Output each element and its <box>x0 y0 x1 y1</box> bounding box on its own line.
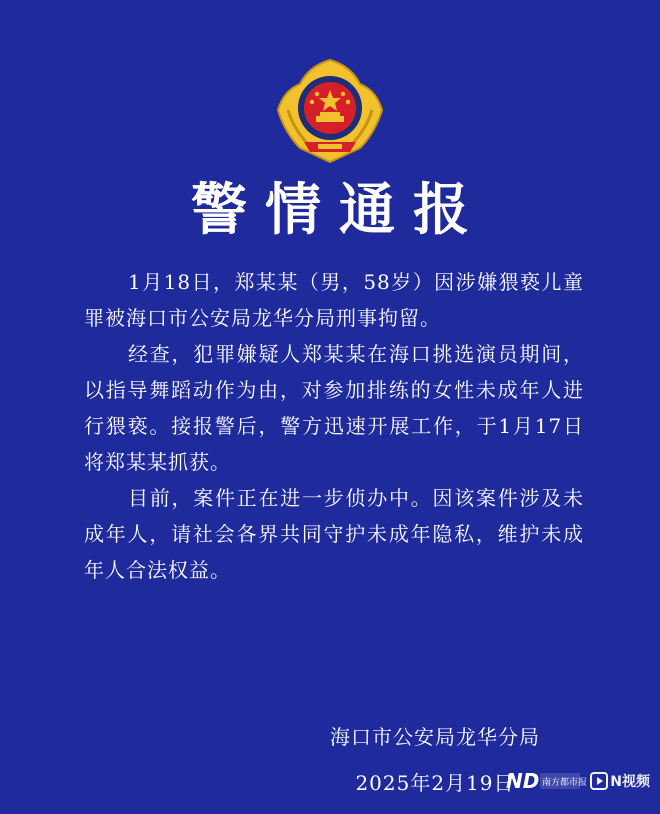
notice-title: 警情通报 <box>191 178 487 243</box>
police-emblem-icon <box>274 58 386 166</box>
issue-date: 2025年2月19日 <box>355 771 515 795</box>
n-video-label: N视频 <box>610 774 650 790</box>
nd-logo-icon <box>506 768 588 794</box>
watermark <box>506 768 650 794</box>
issuer-name: 海口市公安局龙华分局 <box>330 725 540 749</box>
paragraph-1: 1月18日，郑某某（男，58岁）因涉嫌猥亵儿童罪被海口市公安局龙华分局刑事拘留。 <box>84 270 584 330</box>
paragraph-2: 经查，犯罪嫌疑人郑某某在海口挑选演员期间，以指导舞蹈动作为由，对参加排练的女性未成年人进行猥亵。接报警后，警方迅速开展工作，于1月17日将郑某某抓获。 <box>84 342 584 474</box>
notice-body <box>84 264 584 588</box>
n-video-badge <box>590 771 650 791</box>
paragraph-3: 目前，案件正在进一步侦办中。因该案件涉及未成年人，请社会各界共同守护未成年隐私，维护未成年人合法权益。 <box>84 486 584 582</box>
svg-text:ND: ND <box>506 769 540 793</box>
n-video-icon <box>590 772 608 790</box>
nd-logo-text: 南方都市报 <box>542 778 588 788</box>
